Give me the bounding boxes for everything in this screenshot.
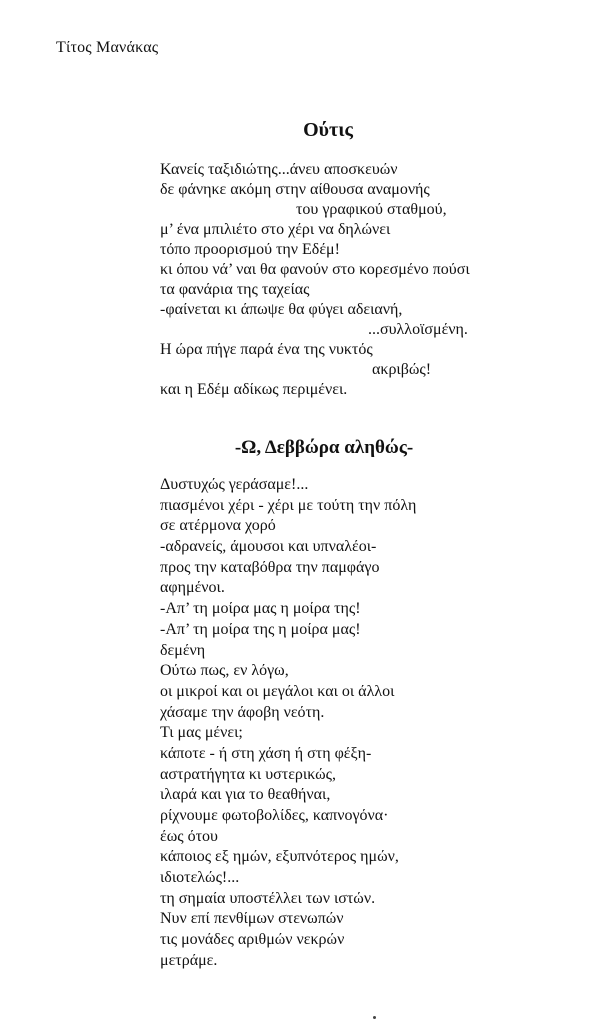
poem-line: αφημένοι. [160, 579, 225, 597]
author-name: Τίτος Μανάκας [56, 39, 159, 56]
poem-line: χάσαμε την άφοβη νεότη. [160, 703, 325, 721]
poem-line: κι όπου νά’ ναι θα φανούν στο κορεσμένο πούσι [160, 261, 470, 278]
poem-line: προς την καταβόθρα την παμφάγο [160, 558, 380, 576]
poem-line: ιλαρά και για το θεαθήναι, [160, 786, 331, 804]
poem-line: -φαίνεται κι άπωψε θα φύγει αδειανή, [160, 301, 403, 318]
poem-devvora [160, 475, 600, 972]
poem-line: πιασμένοι χέρι - χέρι με τούτη την πόλη [160, 496, 417, 514]
poem-line: ιδιοτελώς!... [160, 869, 240, 887]
poem-line: οι μικροί και οι μεγάλοι και οι άλλοι [160, 682, 395, 700]
poem-line: Η ώρα πήγε παρά ένα της νυκτός [160, 341, 373, 358]
poem-line: Τι μας μένει; [160, 724, 243, 742]
poem-line: -αδρανείς, άμουσοι και υπναλέοι- [160, 538, 377, 556]
poem-line: Ούτω πως, εν λόγω, [160, 662, 289, 680]
poem-line: κάποτε - ή στη χάση ή στη φέξη- [160, 744, 372, 762]
poem-line: και η Εδέμ αδίκως περιμένει. [160, 381, 348, 398]
poem-line: -Απ’ τη μοίρα μας η μοίρα της! [160, 600, 361, 618]
poem-line: δε φάνηκε ακόμη στην αίθουσα αναμονής [160, 181, 430, 198]
poem-line: αστρατήγητα κι υστερικώς, [160, 765, 336, 783]
poem-line: ακριβώς! [372, 361, 432, 378]
poem-line: Κανείς ταξιδιώτης...άνευ αποσκευών [160, 161, 398, 178]
poem-line: τις μονάδες αριθμών νεκρών [160, 931, 345, 949]
poem-line: τα φανάρια της ταχείας [160, 281, 310, 298]
poem-line: δεμένη [160, 641, 206, 659]
poem-line: Νυν επί πενθίμων στενωπών [160, 910, 344, 928]
poem-title-outis: Ούτις [303, 119, 353, 141]
scan-speck [373, 1016, 376, 1019]
poem-line: μ’ ένα μπιλιέτο στο χέρι να δηλώνει [160, 221, 391, 238]
poem-title-devvora: -Ω, Δεββώρα αληθώς- [234, 437, 414, 458]
poem-line: μετράμε. [160, 951, 218, 969]
poem-line: τη σημαία υποστέλλει των ιστών. [160, 889, 376, 907]
poem-line: ρίχνουμε φωτοβολίδες, καπνογόνα· [160, 807, 389, 824]
poem-line: Δυστυχώς γεράσαμε!... [160, 476, 309, 493]
poem-line: σε ατέρμονα χορό [160, 517, 276, 535]
poem-line: ...συλλοϊσμένη. [368, 321, 468, 338]
poem-line: κάποιος εξ ημών, εξυπνότερος ημών, [160, 848, 399, 866]
poem-line: του γραφικού σταθμού, [296, 201, 447, 218]
poem-line: τόπο προορισμού την Εδέμ! [160, 241, 340, 258]
poem-line: -Απ’ τη μοίρα της η μοίρα μας! [160, 620, 361, 638]
poem-outis [160, 160, 600, 400]
poem-line: έως ότου [160, 827, 218, 845]
